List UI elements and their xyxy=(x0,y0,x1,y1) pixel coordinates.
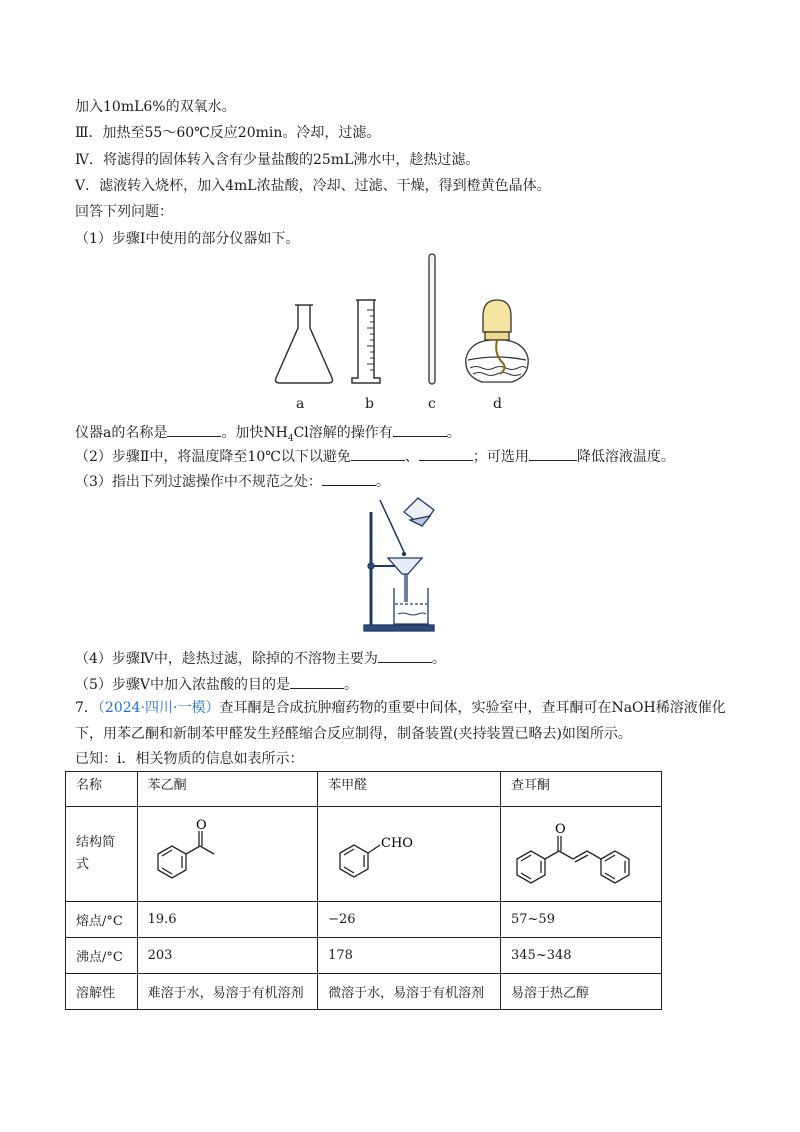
question-3 xyxy=(75,471,390,491)
q2-text-3: ；可选用 xyxy=(472,449,529,465)
apparatus-label-a: a xyxy=(296,396,305,412)
answer-blank[interactable] xyxy=(419,446,473,461)
question-1 xyxy=(75,422,461,448)
table-header: 名称 xyxy=(66,772,138,807)
table-cell: 19.6 xyxy=(137,902,318,938)
q5-text-2: 。 xyxy=(344,677,359,693)
glass-rod-icon xyxy=(429,254,435,384)
acetophenone-structure-icon xyxy=(148,809,248,895)
table-header: 苯甲醛 xyxy=(318,772,501,807)
text-line-0: 加入10mL6%的双氧水。 xyxy=(75,99,236,115)
apparatus-label-c: c xyxy=(428,396,436,412)
benzaldehyde-structure-icon xyxy=(328,809,438,895)
table-cell: 203 xyxy=(137,938,318,974)
table-row xyxy=(66,772,662,807)
answer-blank[interactable] xyxy=(290,674,344,689)
table-cell: 178 xyxy=(318,938,501,974)
text-line-1: Ⅲ．加热至55～60℃反应20min。冷却，过滤。 xyxy=(75,125,381,141)
table-cell: 57~59 xyxy=(501,902,662,938)
table-cell: 345~348 xyxy=(501,938,662,974)
table-row xyxy=(66,807,662,902)
answer-blank[interactable] xyxy=(529,446,577,461)
text-line-3: Ⅴ．滤液转入烧杯，加入4mL浓盐酸，冷却、过滤、干燥，得到橙黄色晶体。 xyxy=(75,178,551,194)
question-4 xyxy=(75,648,446,668)
answer-blank[interactable] xyxy=(322,471,376,486)
question-5 xyxy=(75,674,358,694)
table-cell: 熔点/°C xyxy=(66,902,138,938)
table-cell: 微溶于水，易溶于有机溶剂 xyxy=(318,974,501,1010)
alcohol-lamp-icon xyxy=(466,300,528,382)
table-cell: −26 xyxy=(318,902,501,938)
table-row xyxy=(66,938,662,974)
apparatus-figure xyxy=(270,250,540,420)
substance-info-table xyxy=(65,771,662,1010)
conical-flask-icon xyxy=(276,305,333,383)
filtration-figure xyxy=(360,492,440,632)
q3-text-2: 。 xyxy=(375,474,390,490)
table-cell: 溶解性 xyxy=(66,974,138,1010)
question-source: （2024·四川·一模） xyxy=(97,700,220,716)
chalcone-structure-icon xyxy=(511,809,651,895)
table-row xyxy=(66,902,662,938)
table-cell: 沸点/°C xyxy=(66,938,138,974)
question-7-known: 已知：ⅰ．相关物质的信息如表所示： xyxy=(75,751,304,767)
q1-text-1: 仪器a的名称是 xyxy=(75,425,168,441)
table-cell: 难溶于水，易溶于有机溶剂 xyxy=(137,974,318,1010)
q1-subscript: 4 xyxy=(287,433,294,444)
answer-blank[interactable] xyxy=(167,422,221,437)
q3-text-1: （3）指出下列过滤操作中不规范之处： xyxy=(75,474,322,490)
text-line-4: 回答下列问题： xyxy=(75,204,173,220)
q2-text-1: （2）步骤Ⅱ中，将温度降至10℃以下以避免 xyxy=(75,449,351,465)
q7-text-1: 查耳酮是合成抗肿瘤药物的重要中间体，实验室中，查耳酮可在NaOH稀溶液催化 xyxy=(219,700,726,716)
q1-text-3: Cl溶解的操作有 xyxy=(293,425,393,441)
answer-blank[interactable] xyxy=(378,648,432,663)
question-7-line-2: 下，用苯乙酮和新制苯甲醛发生羟醛缩合反应制得，制备装置(夹持装置已略去)如图所示。 xyxy=(75,726,632,742)
q4-text-1: （4）步骤Ⅳ中，趁热过滤，除掉的不溶物主要为 xyxy=(75,651,378,667)
question-2 xyxy=(75,446,675,466)
table-header: 苯乙酮 xyxy=(137,772,318,807)
apparatus-label-d: d xyxy=(493,396,502,412)
table-cell xyxy=(137,807,318,902)
q5-text-1: （5）步骤Ⅴ中加入浓盐酸的目的是 xyxy=(75,677,291,693)
q2-text-2: 、 xyxy=(404,449,419,465)
apparatus-label-b: b xyxy=(365,396,374,412)
oxygen-label: O xyxy=(195,818,207,833)
text-line-2: Ⅳ．将滤得的固体转入含有少量盐酸的25mL沸水中，趁热过滤。 xyxy=(75,152,480,168)
answer-blank[interactable] xyxy=(393,422,447,437)
q1-text-4: 。 xyxy=(446,425,461,441)
table-cell: 易溶于热乙醇 xyxy=(501,974,662,1010)
question-7-line-1 xyxy=(75,699,726,717)
table-cell: 结构简式 xyxy=(66,807,138,902)
table-cell xyxy=(501,807,662,902)
q2-text-4: 降低溶液温度。 xyxy=(576,449,675,465)
table-header: 查耳酮 xyxy=(501,772,662,807)
q1-text-2: 。加快NH xyxy=(221,425,288,441)
table-row xyxy=(66,974,662,1010)
text-line-5: （1）步骤Ⅰ中使用的部分仪器如下。 xyxy=(75,231,300,247)
graduated-cylinder-icon xyxy=(352,300,380,383)
table-cell xyxy=(318,807,501,902)
q4-text-2: 。 xyxy=(431,651,446,667)
oxygen-label: O xyxy=(555,822,566,837)
aldehyde-label: CHO xyxy=(381,836,414,851)
answer-blank[interactable] xyxy=(351,446,405,461)
question-number: 7． xyxy=(75,700,98,716)
